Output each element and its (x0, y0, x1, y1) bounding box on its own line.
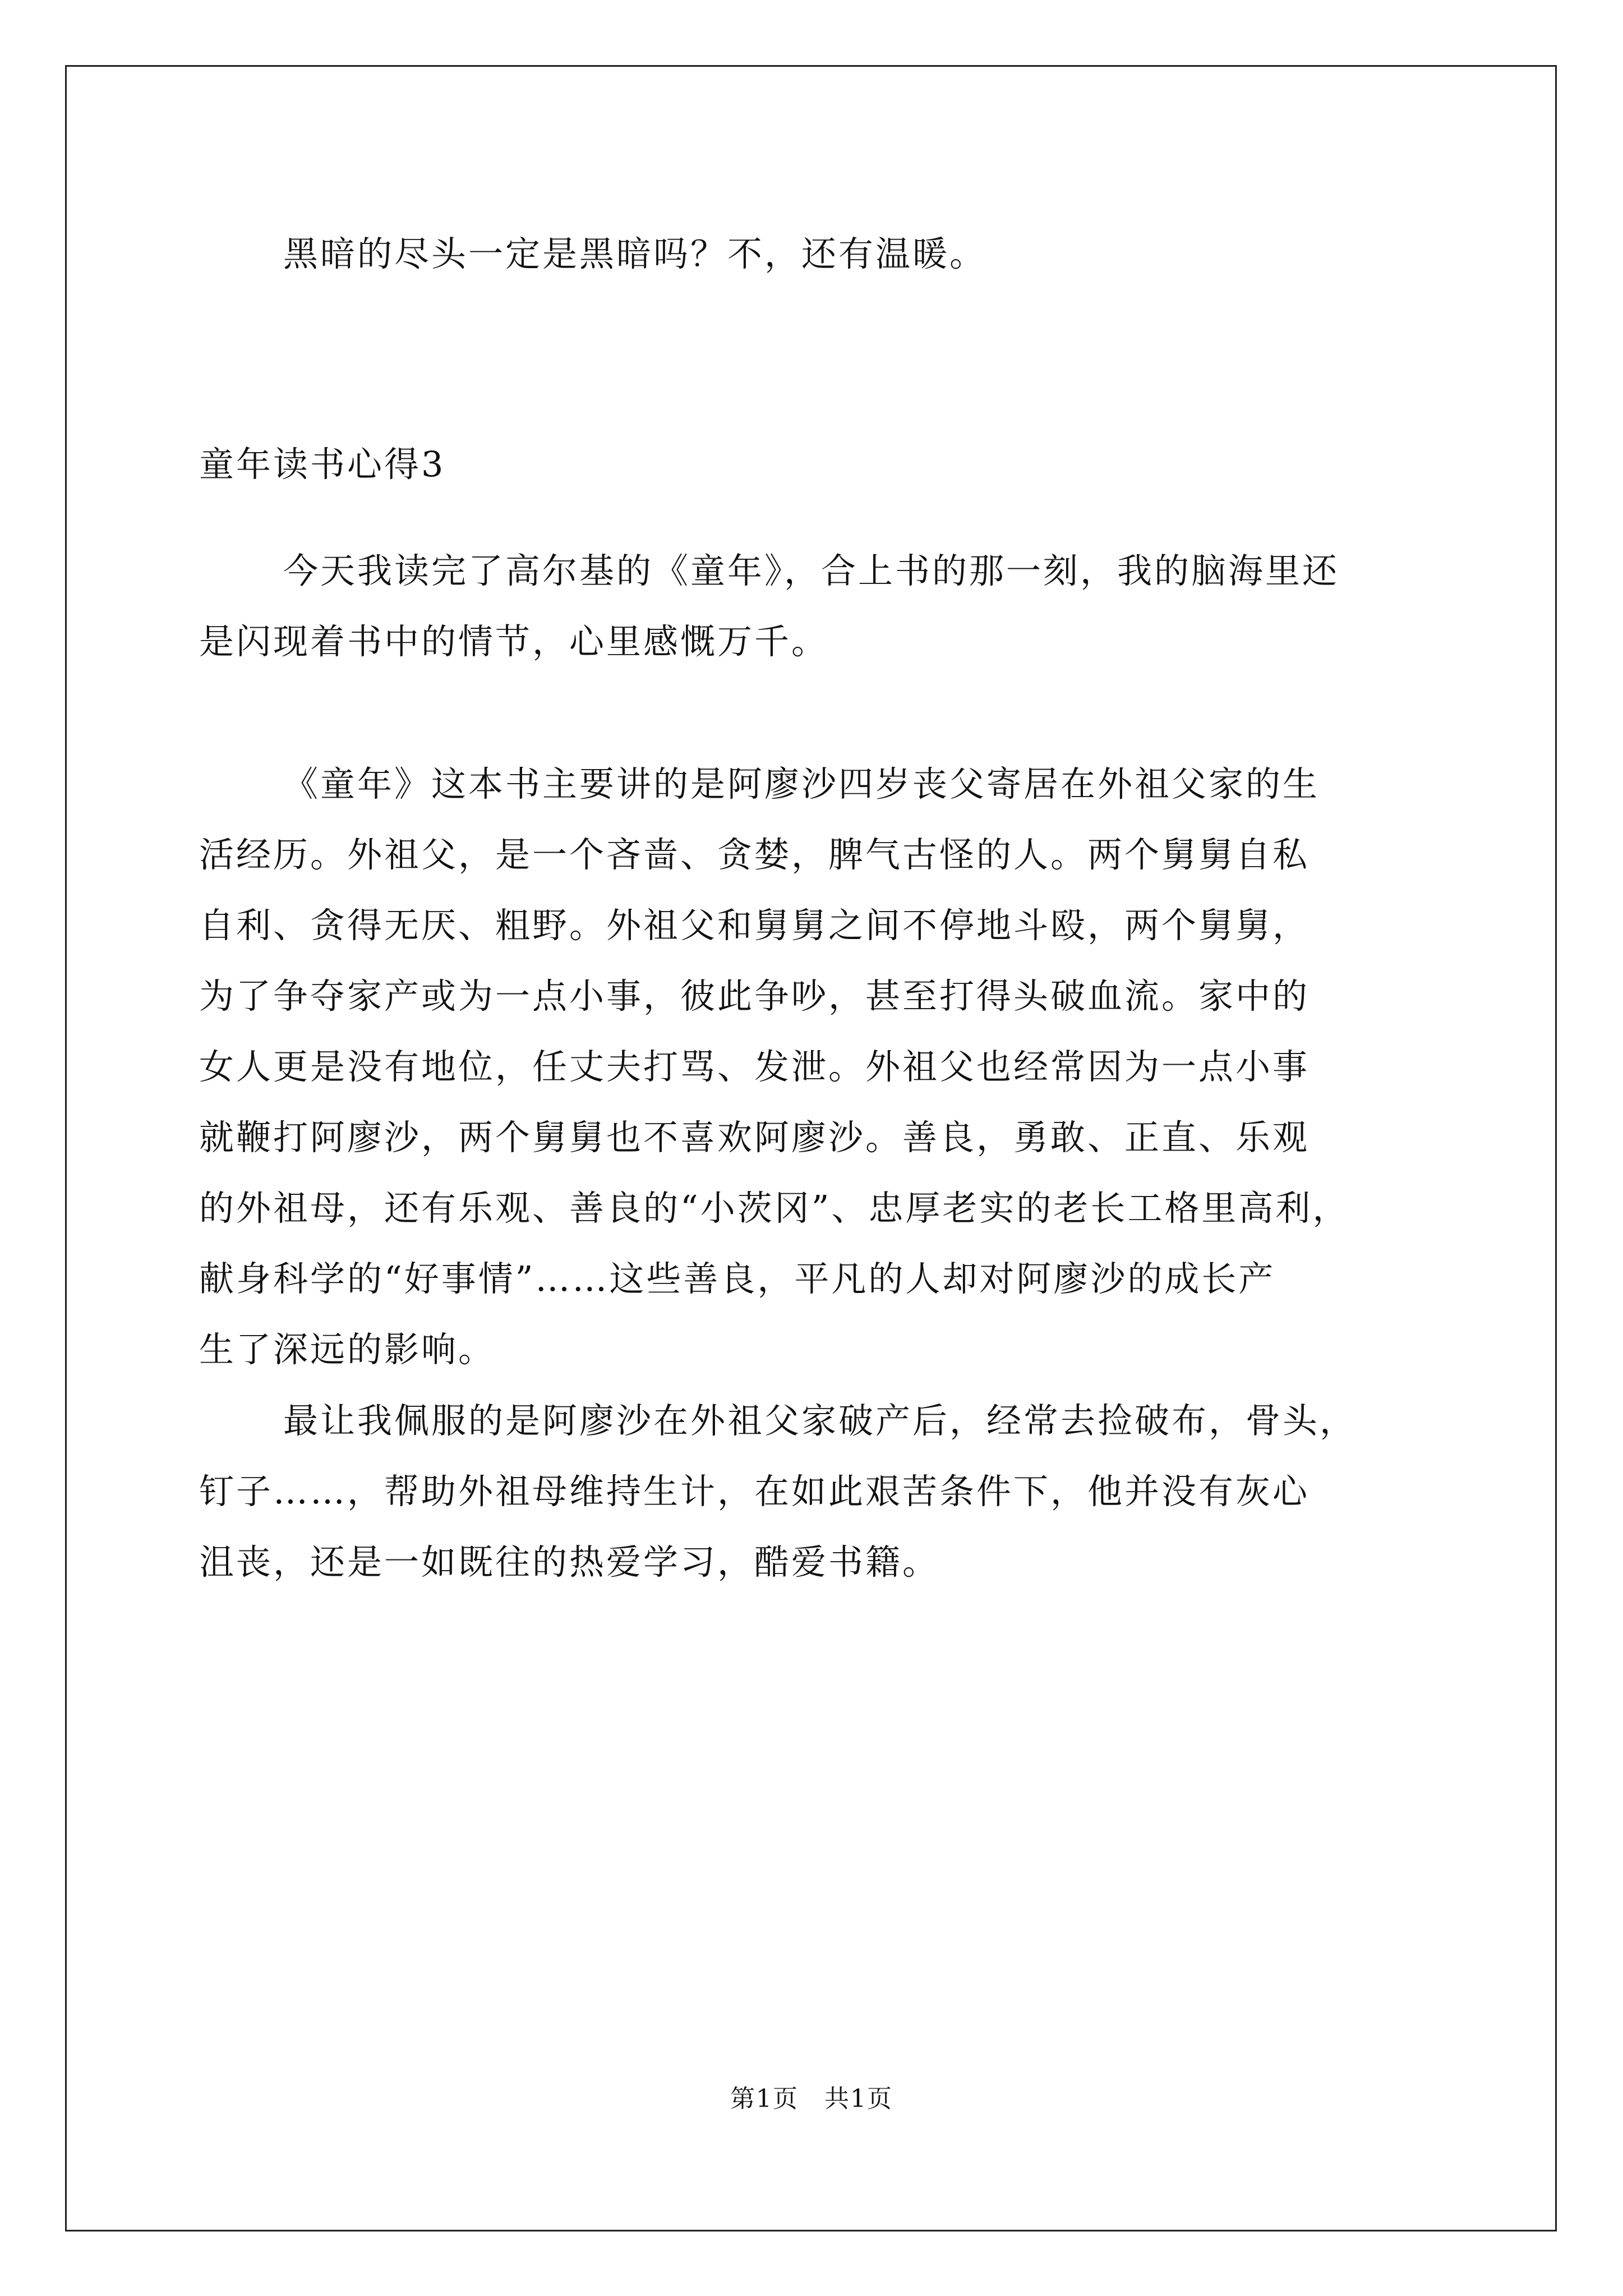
paragraph-line: 今天我读完了高尔基的《童年》，合上书的那一刻，我的脑海里还 (283, 550, 1340, 591)
paragraph-line: 《童年》这本书主要讲的是阿廖沙四岁丧父寄居在外祖父家的生 (283, 763, 1320, 804)
intro-paragraph (199, 219, 1433, 289)
paragraph-line: 为了争夺家产或为一点小事，彼此争吵，甚至打得头破血流。家中的 (199, 976, 1310, 1016)
paragraph-3 (199, 1386, 1433, 1598)
page-number-footer: 第1页 共1页 (730, 2085, 893, 2113)
paragraph-line: 自利、贪得无厌、粗野。外祖父和舅舅之间不停地斗殴，两个舅舅， (199, 905, 1310, 946)
section-heading: 童年读书心得3 (199, 444, 446, 485)
paragraph-line: 最让我佩服的是阿廖沙在外祖父家破产后，经常去捡破布，骨头， (283, 1400, 1357, 1441)
paragraph-line: 的外祖母，还有乐观、善良的“小茨冈”、忠厚老实的老长工格里高利， (199, 1188, 1350, 1228)
paragraph-line: 献身科学的“好事情”……这些善良，平凡的人却对阿廖沙的成长产 (199, 1258, 1276, 1299)
paragraph-line: 活经历。外祖父，是一个吝啬、贪婪，脾气古怪的人。两个舅舅自私 (199, 834, 1310, 875)
paragraph-line: 就鞭打阿廖沙，两个舅舅也不喜欢阿廖沙。善良，勇敢、正直、乐观 (199, 1117, 1310, 1158)
paragraph-line: 生了深远的影响。 (199, 1329, 496, 1370)
paragraph-1 (199, 536, 1433, 677)
paragraph-line: 沮丧，还是一如既往的热爱学习，酷爱书籍。 (199, 1542, 940, 1582)
paragraph-line: 钉子……，帮助外祖母维持生计，在如此艰苦条件下，他并没有灰心 (199, 1471, 1310, 1512)
paragraph-line: 女人更是没有地位，任丈夫打骂、发泄。外祖父也经常因为一点小事 (199, 1046, 1310, 1087)
paragraph-line: 是闪现着书中的情节，心里感慨万千。 (199, 621, 829, 662)
paragraph-2 (199, 749, 1433, 1385)
paragraph-line: 黑暗的尽头一定是黑暗吗？不，还有温暖。 (283, 233, 987, 274)
